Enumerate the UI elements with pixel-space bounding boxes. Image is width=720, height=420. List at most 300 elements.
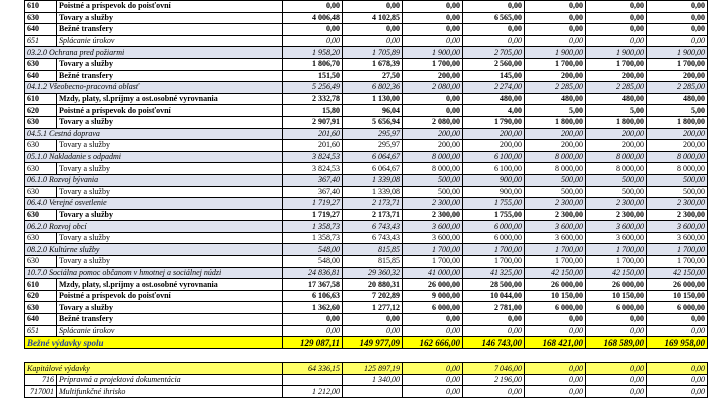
- value-cell: 1 700,00: [403, 244, 463, 256]
- value-cell: 17 367,58: [283, 279, 343, 291]
- value-cell: 0,00: [586, 1, 647, 13]
- value-cell: 1 358,73: [283, 221, 343, 233]
- value-cell: 28 500,00: [463, 279, 525, 291]
- total-value: 146 743,00: [463, 337, 525, 349]
- item-code: 630: [25, 140, 57, 152]
- value-cell: 10 150,00: [525, 290, 586, 302]
- value-cell: 42 150,00: [586, 267, 647, 279]
- value-cell: 3 600,00: [403, 221, 463, 233]
- item-name: Poistné a príspevok do poisťovní: [57, 290, 283, 302]
- spacer-row: [25, 349, 708, 363]
- value-cell: 26 000,00: [647, 279, 708, 291]
- value-cell: 900,00: [463, 174, 525, 186]
- section-name: 05.1.0 Nakladanie s odpadmi: [25, 151, 283, 163]
- item-name: Bežné transfery: [57, 314, 283, 326]
- value-cell: 0,00: [647, 12, 708, 24]
- table-row: [25, 105, 708, 117]
- capital-item-value: 0,00: [403, 386, 463, 398]
- section-row: [25, 82, 708, 94]
- value-cell: 9 000,00: [403, 290, 463, 302]
- value-cell: 0,00: [463, 314, 525, 326]
- value-cell: 10 044,00: [463, 290, 525, 302]
- value-cell: 900,00: [463, 186, 525, 198]
- item-code: 610: [25, 1, 57, 13]
- spacer-cell: [343, 349, 403, 363]
- value-cell: 6 000,00: [463, 221, 525, 233]
- value-cell: 6 743,43: [343, 221, 403, 233]
- value-cell: 15,80: [283, 105, 343, 117]
- value-cell: 0,00: [403, 1, 463, 13]
- value-cell: 2 173,71: [343, 198, 403, 210]
- value-cell: 6 000,00: [403, 302, 463, 314]
- value-cell: 3 600,00: [403, 232, 463, 244]
- section-row: [25, 174, 708, 186]
- value-cell: 0,00: [586, 314, 647, 326]
- spacer-cell: [57, 349, 283, 363]
- value-cell: 4 006,48: [283, 12, 343, 24]
- value-cell: 1 719,27: [283, 198, 343, 210]
- value-cell: 2 907,91: [283, 116, 343, 128]
- value-cell: 8 000,00: [586, 163, 647, 175]
- value-cell: 1 339,08: [343, 186, 403, 198]
- table-row: [25, 232, 708, 244]
- budget-table: [24, 0, 708, 398]
- table-row: [25, 116, 708, 128]
- value-cell: 6 743,43: [343, 232, 403, 244]
- value-cell: 7 202,89: [343, 290, 403, 302]
- spacer-cell: [586, 349, 647, 363]
- value-cell: 200,00: [647, 70, 708, 82]
- item-code: 640: [25, 314, 57, 326]
- table-row: [25, 186, 708, 198]
- capital-value: 125 897,19: [343, 363, 403, 375]
- value-cell: 2 274,00: [463, 82, 525, 94]
- value-cell: 41 325,00: [463, 267, 525, 279]
- capital-item-value: 1 212,00: [283, 386, 343, 398]
- value-cell: 2 080,00: [403, 116, 463, 128]
- value-cell: 0,00: [647, 24, 708, 36]
- section-row: [25, 221, 708, 233]
- value-cell: 1 130,00: [343, 93, 403, 105]
- value-cell: 0,00: [283, 314, 343, 326]
- table-row: [25, 70, 708, 82]
- value-cell: 0,00: [647, 325, 708, 337]
- value-cell: 5,00: [647, 105, 708, 117]
- value-cell: 0,00: [343, 1, 403, 13]
- value-cell: 1 958,20: [283, 47, 343, 59]
- value-cell: 200,00: [586, 70, 647, 82]
- value-cell: 295,97: [343, 128, 403, 140]
- value-cell: 500,00: [647, 174, 708, 186]
- capital-item-code: 716: [25, 374, 57, 386]
- spacer-cell: [463, 349, 525, 363]
- section-name: 10.7.0 Sociálna pomoc občanom v hmotnej a sociálnej núdzi: [25, 267, 283, 279]
- value-cell: 201,60: [283, 140, 343, 152]
- value-cell: 3 600,00: [525, 221, 586, 233]
- value-cell: 1 362,60: [283, 302, 343, 314]
- spacer-cell: [525, 349, 586, 363]
- value-cell: 200,00: [586, 140, 647, 152]
- value-cell: 500,00: [647, 186, 708, 198]
- value-cell: 6 000,00: [525, 302, 586, 314]
- section-name: 04.5.1 Cestná doprava: [25, 128, 283, 140]
- item-code: 630: [25, 116, 57, 128]
- capital-item-row: [25, 374, 708, 386]
- section-name: 03.2.0 Ochrana pred požiarmi: [25, 47, 283, 59]
- item-code: 610: [25, 279, 57, 291]
- capital-item-value: 0,00: [586, 374, 647, 386]
- table-row: [25, 302, 708, 314]
- value-cell: 1 900,00: [403, 47, 463, 59]
- capital-item-value: 0,00: [525, 374, 586, 386]
- section-row: [25, 128, 708, 140]
- item-name: Splácanie úrokov: [57, 35, 283, 47]
- value-cell: 2 173,71: [343, 209, 403, 221]
- value-cell: 0,00: [343, 24, 403, 36]
- value-cell: 1 678,39: [343, 58, 403, 70]
- item-name: Poistné a príspevok do poisťovní: [57, 105, 283, 117]
- capital-item-code: 717001: [25, 386, 57, 398]
- value-cell: 10 150,00: [586, 290, 647, 302]
- section-row: [25, 198, 708, 210]
- total-label: Bežné výdavky spolu: [25, 337, 283, 349]
- value-cell: 480,00: [586, 93, 647, 105]
- value-cell: 0,00: [647, 35, 708, 47]
- value-cell: 2 332,78: [283, 93, 343, 105]
- value-cell: 1 277,12: [343, 302, 403, 314]
- value-cell: 4 102,85: [343, 12, 403, 24]
- item-code: 630: [25, 12, 57, 24]
- value-cell: 200,00: [586, 128, 647, 140]
- item-code: 651: [25, 35, 57, 47]
- value-cell: 0,00: [463, 1, 525, 13]
- section-name: 06.4.0 Verejné osvetlenie: [25, 198, 283, 210]
- item-code: 630: [25, 209, 57, 221]
- value-cell: 6 000,00: [586, 302, 647, 314]
- value-cell: 1 700,00: [647, 244, 708, 256]
- value-cell: 0,00: [463, 24, 525, 36]
- table-row: [25, 163, 708, 175]
- value-cell: 2 300,00: [525, 209, 586, 221]
- value-cell: 2 300,00: [586, 209, 647, 221]
- value-cell: 500,00: [403, 174, 463, 186]
- value-cell: 6 100,00: [463, 163, 525, 175]
- section-row: [25, 47, 708, 59]
- table-row: [25, 12, 708, 24]
- value-cell: 2 285,00: [586, 82, 647, 94]
- table-row: [25, 35, 708, 47]
- value-cell: 2 781,00: [463, 302, 525, 314]
- item-code: 651: [25, 325, 57, 337]
- value-cell: 0,00: [586, 325, 647, 337]
- value-cell: 200,00: [647, 128, 708, 140]
- capital-row: [25, 363, 708, 375]
- value-cell: 0,00: [525, 1, 586, 13]
- table-row: [25, 209, 708, 221]
- item-name: Splácanie úrokov: [57, 325, 283, 337]
- value-cell: 1 700,00: [463, 256, 525, 268]
- value-cell: 6 802,36: [343, 82, 403, 94]
- value-cell: 0,00: [525, 24, 586, 36]
- value-cell: 1 719,27: [283, 209, 343, 221]
- item-code: 630: [25, 302, 57, 314]
- value-cell: 200,00: [403, 140, 463, 152]
- value-cell: 8 000,00: [403, 151, 463, 163]
- item-name: Mzdy, platy, sl.príjmy a ost.osobné vyrovnania: [57, 93, 283, 105]
- item-name: Bežné transfery: [57, 24, 283, 36]
- value-cell: 2 560,00: [463, 58, 525, 70]
- value-cell: 367,40: [283, 186, 343, 198]
- value-cell: 5 256,49: [283, 82, 343, 94]
- item-code: 640: [25, 24, 57, 36]
- capital-item-value: 0,00: [647, 374, 708, 386]
- value-cell: 6 000,00: [463, 232, 525, 244]
- value-cell: 500,00: [525, 186, 586, 198]
- value-cell: 1 700,00: [525, 244, 586, 256]
- item-name: Tovary a služby: [57, 58, 283, 70]
- section-row: [25, 244, 708, 256]
- value-cell: 548,00: [283, 244, 343, 256]
- value-cell: 5,00: [586, 105, 647, 117]
- table-row: [25, 290, 708, 302]
- value-cell: 200,00: [463, 140, 525, 152]
- table-row: [25, 140, 708, 152]
- table-row: [25, 1, 708, 13]
- value-cell: 500,00: [586, 186, 647, 198]
- value-cell: 0,00: [403, 12, 463, 24]
- value-cell: 1 755,00: [463, 209, 525, 221]
- capital-item-value: [343, 386, 403, 398]
- capital-value: 0,00: [525, 363, 586, 375]
- capital-value: 0,00: [647, 363, 708, 375]
- item-name: Tovary a služby: [57, 302, 283, 314]
- table-row: [25, 256, 708, 268]
- value-cell: 3 824,53: [283, 163, 343, 175]
- total-value: 149 977,09: [343, 337, 403, 349]
- table-row: [25, 325, 708, 337]
- value-cell: 1 700,00: [463, 244, 525, 256]
- value-cell: 27,50: [343, 70, 403, 82]
- value-cell: 0,00: [463, 325, 525, 337]
- value-cell: 1 700,00: [525, 256, 586, 268]
- value-cell: 2 300,00: [525, 198, 586, 210]
- item-code: 620: [25, 290, 57, 302]
- value-cell: 0,00: [403, 24, 463, 36]
- value-cell: 0,00: [283, 35, 343, 47]
- item-name: Mzdy, platy, sl.príjmy a ost.osobné vyrovnania: [57, 279, 283, 291]
- value-cell: 1 700,00: [586, 244, 647, 256]
- value-cell: 145,00: [463, 70, 525, 82]
- capital-item-value: 1 340,00: [343, 374, 403, 386]
- value-cell: 3 600,00: [586, 232, 647, 244]
- value-cell: 96,04: [343, 105, 403, 117]
- value-cell: 0,00: [403, 93, 463, 105]
- value-cell: 3 600,00: [586, 221, 647, 233]
- table-row: [25, 279, 708, 291]
- value-cell: 6 064,67: [343, 163, 403, 175]
- value-cell: 1 800,00: [525, 116, 586, 128]
- total-value: 129 087,11: [283, 337, 343, 349]
- section-row: [25, 151, 708, 163]
- value-cell: 42 150,00: [525, 267, 586, 279]
- value-cell: 20 880,31: [343, 279, 403, 291]
- value-cell: 0,00: [586, 12, 647, 24]
- value-cell: 1 900,00: [525, 47, 586, 59]
- value-cell: 1 900,00: [586, 47, 647, 59]
- value-cell: 8 000,00: [647, 151, 708, 163]
- spacer-cell: [283, 349, 343, 363]
- item-code: 630: [25, 232, 57, 244]
- value-cell: 200,00: [403, 128, 463, 140]
- value-cell: 200,00: [525, 140, 586, 152]
- value-cell: 815,85: [343, 244, 403, 256]
- value-cell: 1 700,00: [403, 256, 463, 268]
- value-cell: 26 000,00: [586, 279, 647, 291]
- value-cell: 1 806,70: [283, 58, 343, 70]
- value-cell: 1 358,73: [283, 232, 343, 244]
- item-code: 630: [25, 163, 57, 175]
- value-cell: 1 790,00: [463, 116, 525, 128]
- capital-value: 0,00: [586, 363, 647, 375]
- table-row: [25, 24, 708, 36]
- value-cell: 0,00: [283, 1, 343, 13]
- item-code: 630: [25, 58, 57, 70]
- item-name: Tovary a služby: [57, 163, 283, 175]
- value-cell: 0,00: [403, 314, 463, 326]
- capital-item-row: [25, 386, 708, 398]
- value-cell: 0,00: [403, 325, 463, 337]
- value-cell: 0,00: [586, 24, 647, 36]
- value-cell: 0,00: [283, 24, 343, 36]
- table-row: [25, 314, 708, 326]
- value-cell: 2 285,00: [525, 82, 586, 94]
- total-value: 168 589,00: [586, 337, 647, 349]
- section-name: 06.1.0 Rozvoj bývania: [25, 174, 283, 186]
- value-cell: 10 150,00: [647, 290, 708, 302]
- value-cell: 367,40: [283, 174, 343, 186]
- item-name: Tovary a služby: [57, 256, 283, 268]
- item-name: Tovary a služby: [57, 116, 283, 128]
- value-cell: 2 705,00: [463, 47, 525, 59]
- capital-value: 64 336,15: [283, 363, 343, 375]
- section-name: 04.1.2 Všeobecno-pracovná oblasť: [25, 82, 283, 94]
- spacer-cell: [647, 349, 708, 363]
- value-cell: 42 150,00: [647, 267, 708, 279]
- value-cell: 1 800,00: [586, 116, 647, 128]
- value-cell: 1 705,89: [343, 47, 403, 59]
- value-cell: 548,00: [283, 256, 343, 268]
- value-cell: 3 824,53: [283, 151, 343, 163]
- value-cell: 0,00: [647, 1, 708, 13]
- value-cell: 6 100,00: [463, 151, 525, 163]
- value-cell: 8 000,00: [525, 151, 586, 163]
- value-cell: 1 339,08: [343, 174, 403, 186]
- table-row: [25, 93, 708, 105]
- value-cell: 0,00: [403, 35, 463, 47]
- item-name: Tovary a služby: [57, 12, 283, 24]
- value-cell: 2 300,00: [647, 198, 708, 210]
- value-cell: 2 300,00: [647, 209, 708, 221]
- value-cell: 2 300,00: [586, 198, 647, 210]
- capital-item-value: 2 196,00: [463, 374, 525, 386]
- value-cell: 500,00: [403, 186, 463, 198]
- budget-sheet: [24, 0, 707, 398]
- item-code: 620: [25, 105, 57, 117]
- value-cell: 2 300,00: [403, 198, 463, 210]
- value-cell: 1 700,00: [403, 58, 463, 70]
- value-cell: 2 285,00: [647, 82, 708, 94]
- value-cell: 0,00: [343, 35, 403, 47]
- value-cell: 26 000,00: [525, 279, 586, 291]
- item-name: Tovary a služby: [57, 232, 283, 244]
- table-row: [25, 58, 708, 70]
- value-cell: 200,00: [463, 128, 525, 140]
- item-name: Tovary a služby: [57, 209, 283, 221]
- value-cell: 1 700,00: [647, 256, 708, 268]
- value-cell: 6 000,00: [647, 302, 708, 314]
- item-name: Bežné transfery: [57, 70, 283, 82]
- value-cell: 0,00: [463, 35, 525, 47]
- section-name: 06.2.0 Rozvoj obcí: [25, 221, 283, 233]
- value-cell: 0,00: [343, 314, 403, 326]
- value-cell: 480,00: [463, 93, 525, 105]
- value-cell: 2 300,00: [403, 209, 463, 221]
- capital-item-value: [283, 374, 343, 386]
- total-value: 162 666,00: [403, 337, 463, 349]
- value-cell: 500,00: [525, 174, 586, 186]
- value-cell: 3 600,00: [647, 221, 708, 233]
- capital-label: Kapitálové výdavky: [25, 363, 283, 375]
- value-cell: 1 900,00: [647, 47, 708, 59]
- value-cell: 500,00: [586, 174, 647, 186]
- value-cell: 29 360,32: [343, 267, 403, 279]
- value-cell: 200,00: [403, 70, 463, 82]
- capital-item-name: Prípravná a projektová dokumentácia: [57, 374, 283, 386]
- capital-value: 0,00: [403, 363, 463, 375]
- section-row: [25, 267, 708, 279]
- value-cell: 1 700,00: [525, 58, 586, 70]
- value-cell: 5 656,94: [343, 116, 403, 128]
- value-cell: 2 080,00: [403, 82, 463, 94]
- value-cell: 815,85: [343, 256, 403, 268]
- value-cell: 24 836,81: [283, 267, 343, 279]
- value-cell: 480,00: [647, 93, 708, 105]
- value-cell: 1 755,00: [463, 198, 525, 210]
- value-cell: 1 800,00: [647, 116, 708, 128]
- spacer-cell: [403, 349, 463, 363]
- capital-item-value: 0,00: [647, 386, 708, 398]
- capital-item-value: 0,00: [525, 386, 586, 398]
- capital-value: 7 046,00: [463, 363, 525, 375]
- capital-item-value: 0,00: [463, 386, 525, 398]
- item-code: 630: [25, 186, 57, 198]
- item-name: Tovary a služby: [57, 186, 283, 198]
- value-cell: 0,00: [525, 35, 586, 47]
- total-row: [25, 337, 708, 349]
- item-code: 610: [25, 93, 57, 105]
- value-cell: 151,50: [283, 70, 343, 82]
- value-cell: 295,97: [343, 140, 403, 152]
- value-cell: 6 064,67: [343, 151, 403, 163]
- item-name: Tovary a služby: [57, 140, 283, 152]
- value-cell: 0,00: [525, 314, 586, 326]
- value-cell: 0,00: [343, 325, 403, 337]
- value-cell: 5,00: [525, 105, 586, 117]
- value-cell: 4,00: [463, 105, 525, 117]
- value-cell: 1 700,00: [586, 256, 647, 268]
- item-code: 640: [25, 70, 57, 82]
- section-name: 08.2.0 Kultúrne služby: [25, 244, 283, 256]
